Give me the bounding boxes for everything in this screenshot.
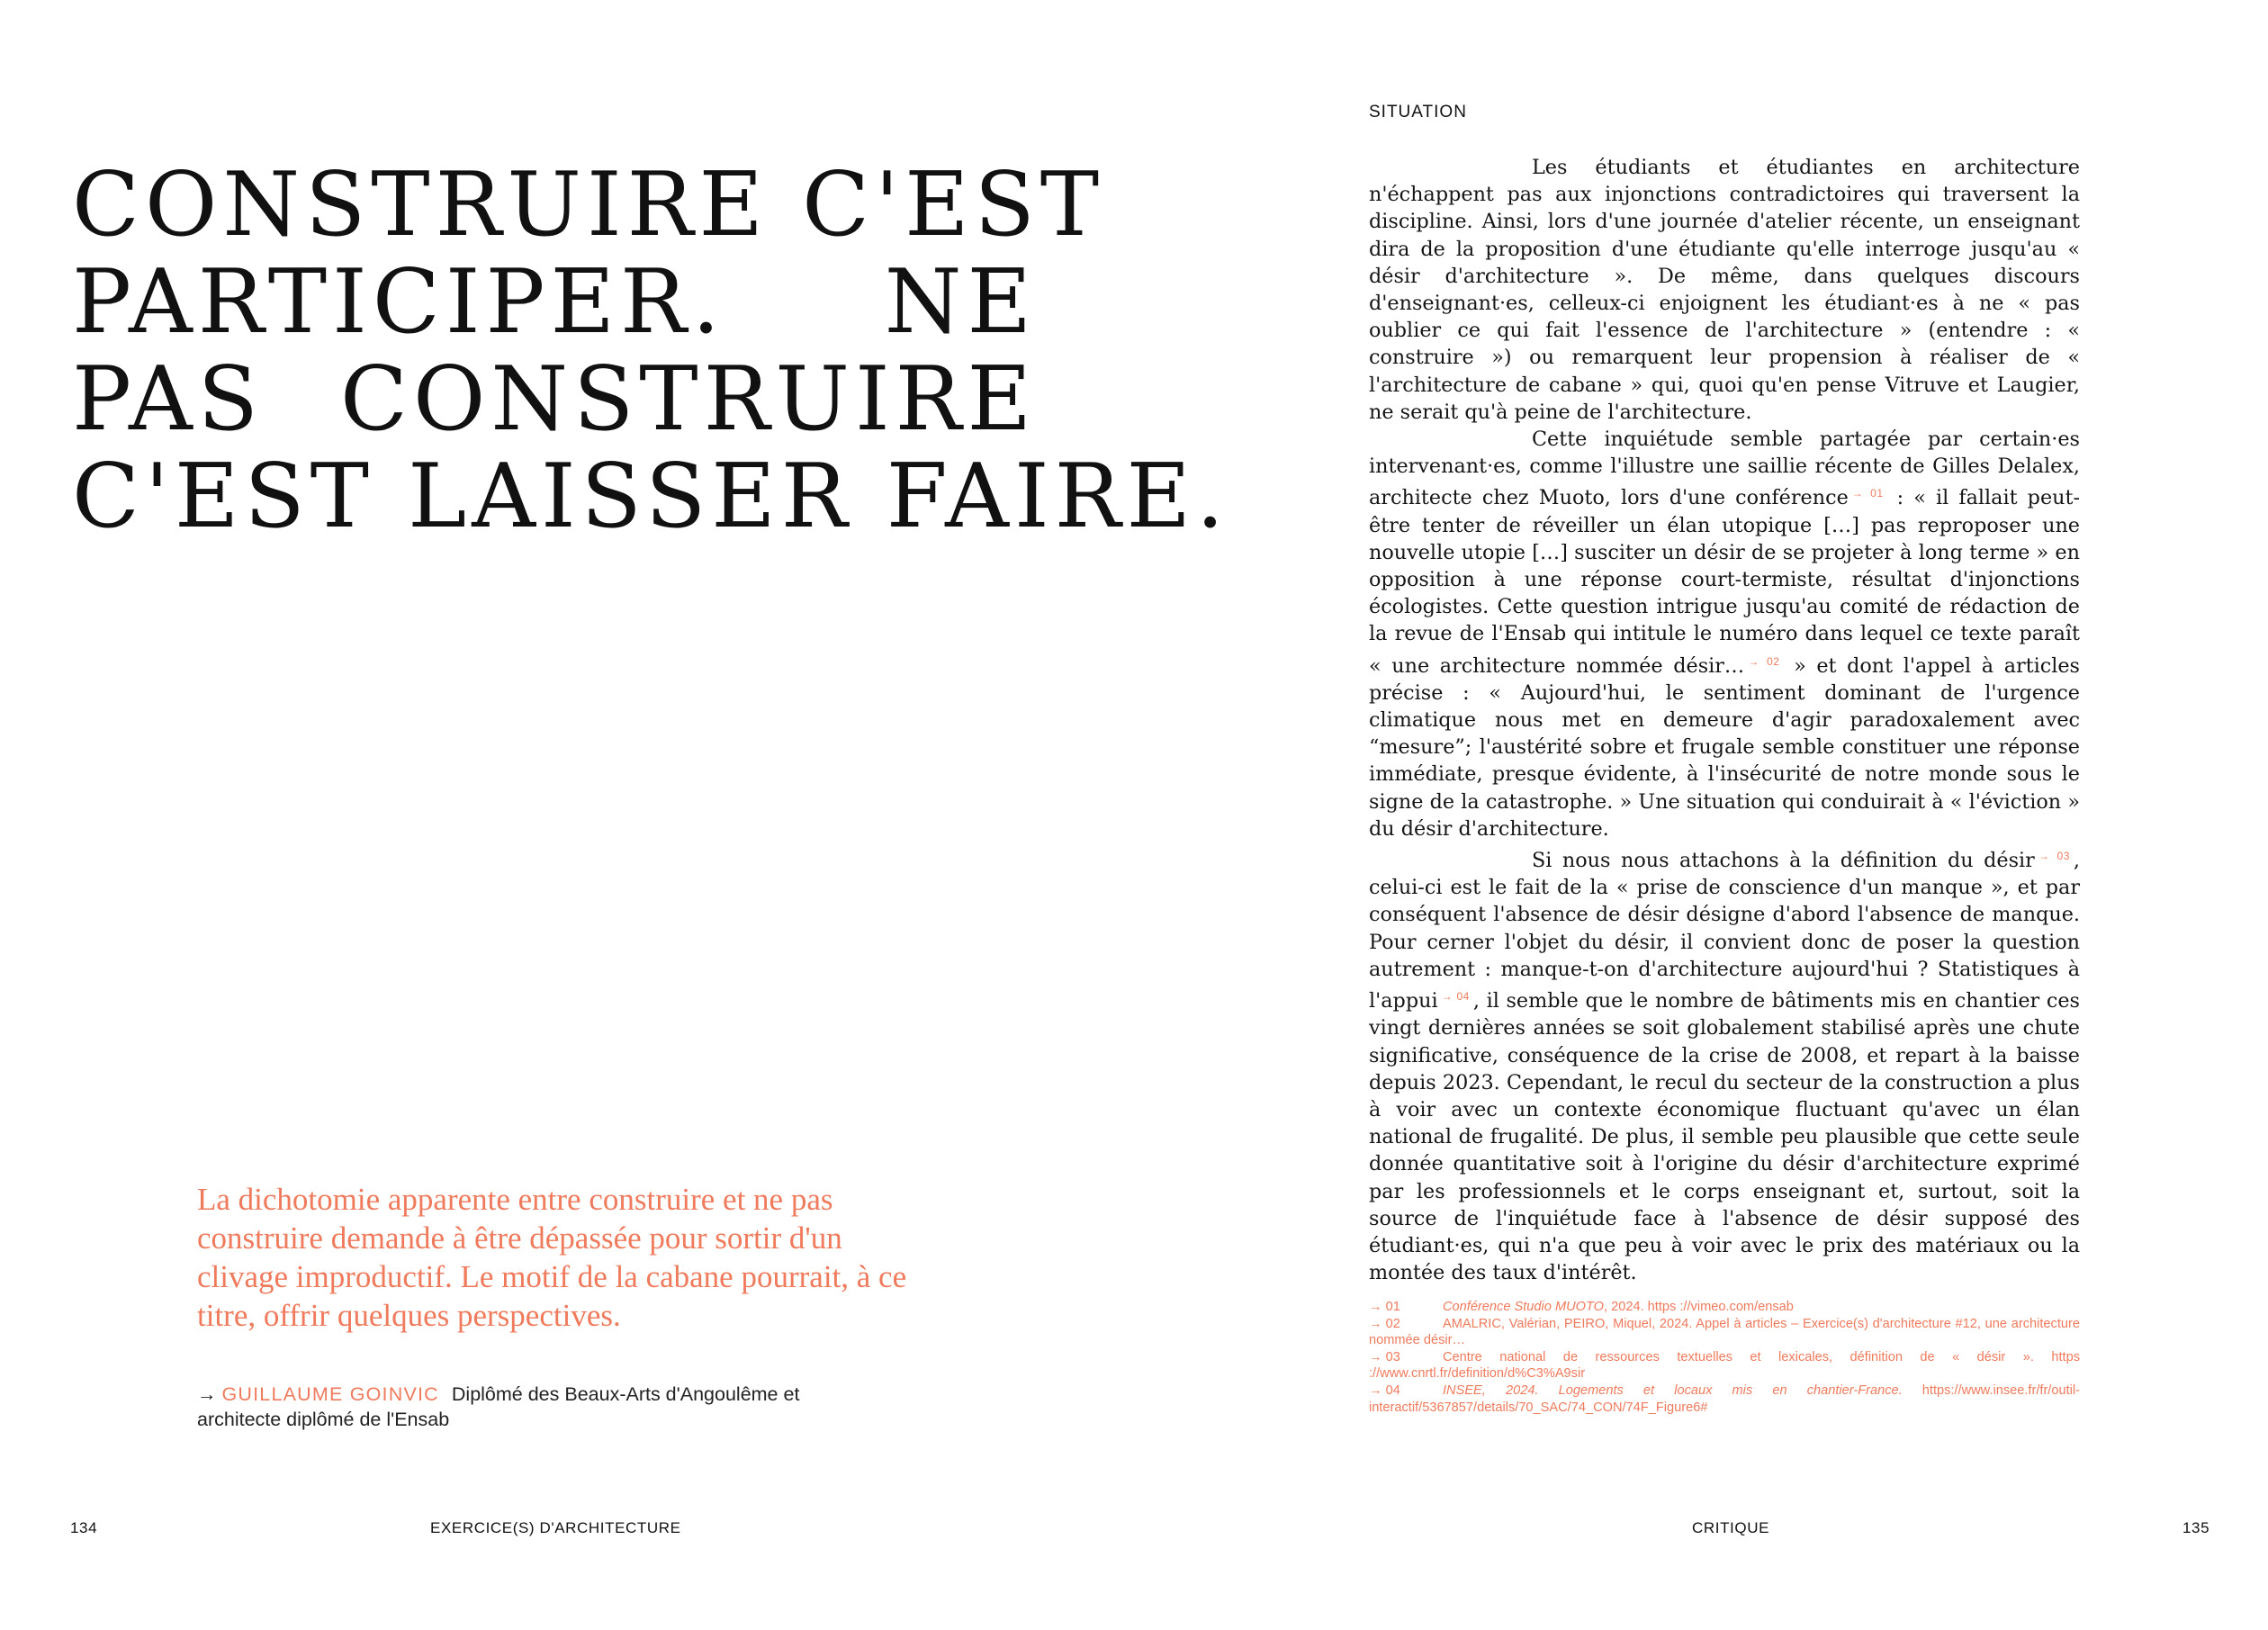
paragraph-text: Cette inquiétude semble partagée par certain·es intervenant·es, comme l'illustre une saillie récente de Gilles Delalex, architecte chez Muoto, lors d'une conférence [1369,428,2080,510]
footnote-italic: INSEE, 2024. Logements et locaux mis en chantier-France. [1443,1382,1903,1398]
footnote-text[interactable]: https://www.insee.fr/fr/outil-interactif/5367857/details/70_SAC/74_CON/74F_Figure6# [1369,1382,2080,1415]
title-line: CONSTRUIRE C'EST [72,153,1105,257]
section-heading: SITUATION [1369,103,1467,122]
author-block [197,1382,881,1432]
paragraph [1369,154,2080,426]
paragraph-text: Les étudiants et étudiantes en architecture n'échappent pas aux injonctions contradictoires qui traversent la discipline. Ainsi, lors d'une journée d'atelier récente, un enseignant dira de la proposition d'une étudiante qu'elle interroge jusqu'au « désir d'architecture ». De même, dans quelques discours d'enseignant·es, celleux-ci enjoignent les étudiant·es à ne « pas oublier ce qui fait l'essence de l'architecture » (entendre : « construire ») ou remarquent leur propension à réaliser de « l'architecture de cabane » qui, quoi qu'en pense Vitruve et Laugier, ne serait qu'à peine de l'architecture. [1369,156,2080,424]
page-number-left: 134 [70,1519,98,1536]
page-number-right: 135 [2182,1519,2210,1536]
footnote-ref[interactable]: → 03 [2038,850,2070,863]
footnote-number: → 04 [1369,1382,1400,1398]
footnote-number: → 02 [1369,1316,1400,1331]
title-line: PARTICIPER. NE [72,250,1037,354]
author-bio: Diplômé des Beaux-Arts d'Angoulême et architecte diplômé de l'Ensab [197,1383,800,1430]
paragraph-text: , il semble que le nombre de bâtiments mis en chantier ces vingt dernières années se soit globalement stabilisé après une chute significative, conséquence de la crise de 2008, et repart à la baisse depuis 2023. Cependant, le recul du secteur de la construction a plus à voir avec un contexte économique fluctuant qu'avec un élan national de frugalité. De plus, il semble peu plausible que cette seule donnée quantitative soit à l'origine du désir d'architecture exprimé par les professionnels et le corps enseignant et, surtout, soit la source de l'inquiétude face à l'absence de désir supposé des étudiant·es, qui n'a que peu à voir avec le prix des matériaux ou la montée des taux d'intérêt. [1369,989,2080,1285]
title-line: C'EST LAISSER FAIRE. [72,445,1230,548]
footnote-ref[interactable]: → 02 [1748,654,1780,668]
author-name: GUILLAUME GOINVIC [221,1383,439,1405]
footnote-ref[interactable]: → 01 [1851,487,1884,500]
arrow-icon: → [197,1383,217,1405]
footnote-number: → 01 [1369,1300,1400,1314]
footnote [1369,1382,2080,1416]
paragraph-text: Si nous nous attachons à la définition du désir [1532,849,2035,873]
paragraph [1369,426,2080,842]
pull-quote: La dichotomie apparente entre construire et ne pas construire demande à être dépassée pour sortir d'un clivage improductif. Le motif de la cabane pourrait, à ce titre, offrir quelques perspectives. [197,1182,907,1333]
article-body [1369,154,2080,1286]
footnote [1369,1316,2080,1349]
title-line: PAS CONSTRUIRE [72,347,1037,451]
paragraph-text: » et dont l'appel à articles précise : « Aujourd'hui, le sentiment dominant de l'urgence climatique nous met en demeure d'agir paradoxalement avec “mesure”; l'austérité sobre et frugale semble constituer une réponse immédiate, presque évidente, à l'insécurité de notre monde sous le signe de la catastrophe. » Une situation qui conduirait à « l'éviction » du désir d'architecture. [1369,653,2080,841]
running-title-right: CRITIQUE [1692,1519,1770,1536]
article-title [72,153,1230,548]
running-title-left: EXERCICE(S) D'ARCHITECTURE [430,1519,681,1536]
paragraph [1369,842,2080,1286]
footnote [1369,1299,2080,1316]
paragraph-text: : « il fallait peut-être tenter de réveiller un élan utopique […] pas reproposer une nouvelle utopie […] susciter un désir de se projeter à long terme » en opposition à une réponse court-termiste, résultat d'injonctions écologistes. Cette question intrigue jusqu'au comité de rédaction de la revue de l'Ensab qui intitule le numéro dans lequel ce texte paraît « une architecture nommée désir… [1369,486,2081,678]
footnotes [1369,1299,2080,1416]
footnote-text[interactable]: , 2024. https ://vimeo.com/ensab [1604,1300,1794,1314]
footnote [1369,1349,2080,1382]
footnote-ref[interactable]: → 04 [1441,990,1470,1004]
paragraph-text: , celui-ci est le fait de la « prise de conscience d'un manque », et par conséquent l'absence de désir désigne d'abord l'absence de manque. Pour cerner l'objet du désir, il convient donc de poser la question autrement : manque-t-on d'architecture aujourd'hui ? Statistiques à l'appui [1369,849,2080,1013]
footnote-text[interactable]: Centre national de ressources textuelles et lexicales, définition de « désir ». https ://www.cnrtl.fr/definition/d%C3%A9sir [1369,1349,2080,1382]
footnote-number: → 03 [1369,1349,1400,1364]
footnote-text: AMALRIC, Valérian, PEIRO, Miquel, 2024. Appel à articles – Exercice(s) d'architecture #12, une architecture nommée désir… [1369,1316,2080,1348]
footnote-italic: Conférence Studio MUOTO [1443,1300,1604,1314]
